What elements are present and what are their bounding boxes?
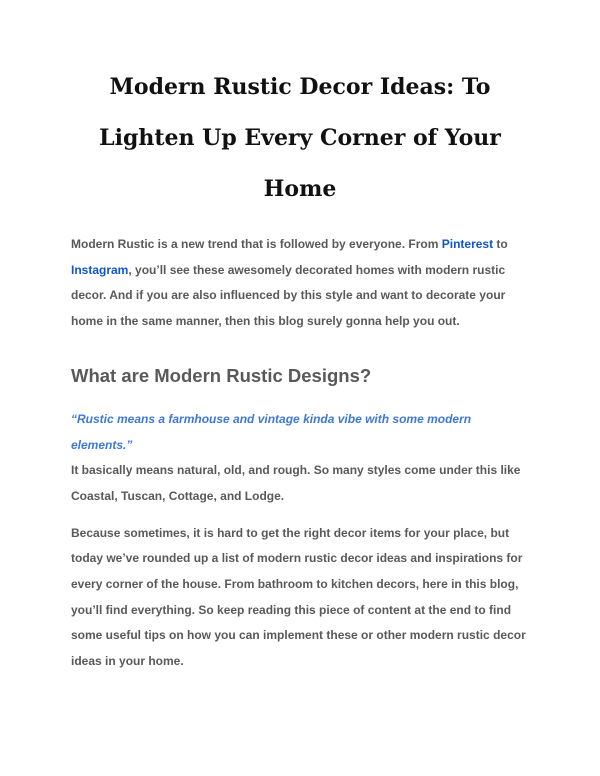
- pinterest-link[interactable]: Pinterest: [441, 237, 494, 251]
- intro-paragraph: [71, 232, 529, 335]
- title-line: Modern Rustic Decor Ideas: To: [109, 74, 491, 100]
- body-paragraph: Because sometimes, it is hard to get the right decor items for your place, but today we’ve rounded up a list of modern rustic decor ideas and inspirations for every corner of the house. From bathroom to kitchen decors, here in this blog, you’ll find everything. So keep reading this piece of content at the end to find some useful tips on how you can implement these or other modern rustic decor ideas in your home.: [71, 525, 526, 669]
- quote-followup-text: It basically means natural, old, and rough. So many styles come under this like Coastal, Tuscan, Cottage, and Lodge.: [71, 463, 521, 503]
- section-heading: What are Modern Rustic Designs?: [71, 364, 372, 386]
- page-title: [71, 68, 529, 208]
- instagram-link[interactable]: Instagram: [71, 262, 129, 277]
- quote-paragraph: [71, 407, 529, 510]
- rustic-quote: “Rustic means a farmhouse and vintage kinda vibe with some modern elements.”: [71, 411, 472, 452]
- title-line: Lighten Up Every Corner of Your: [99, 125, 501, 151]
- intro-text: to: [493, 237, 508, 251]
- intro-text: Modern Rustic is a new trend that is followed by everyone. From: [71, 237, 442, 251]
- intro-text: , you’ll see these awesomely decorated homes with modern rustic decor. And if you are also influenced by this style and want to decorate your home in the same manner, then this blog surely gonna help you out.: [71, 262, 506, 329]
- title-line: Home: [263, 176, 337, 202]
